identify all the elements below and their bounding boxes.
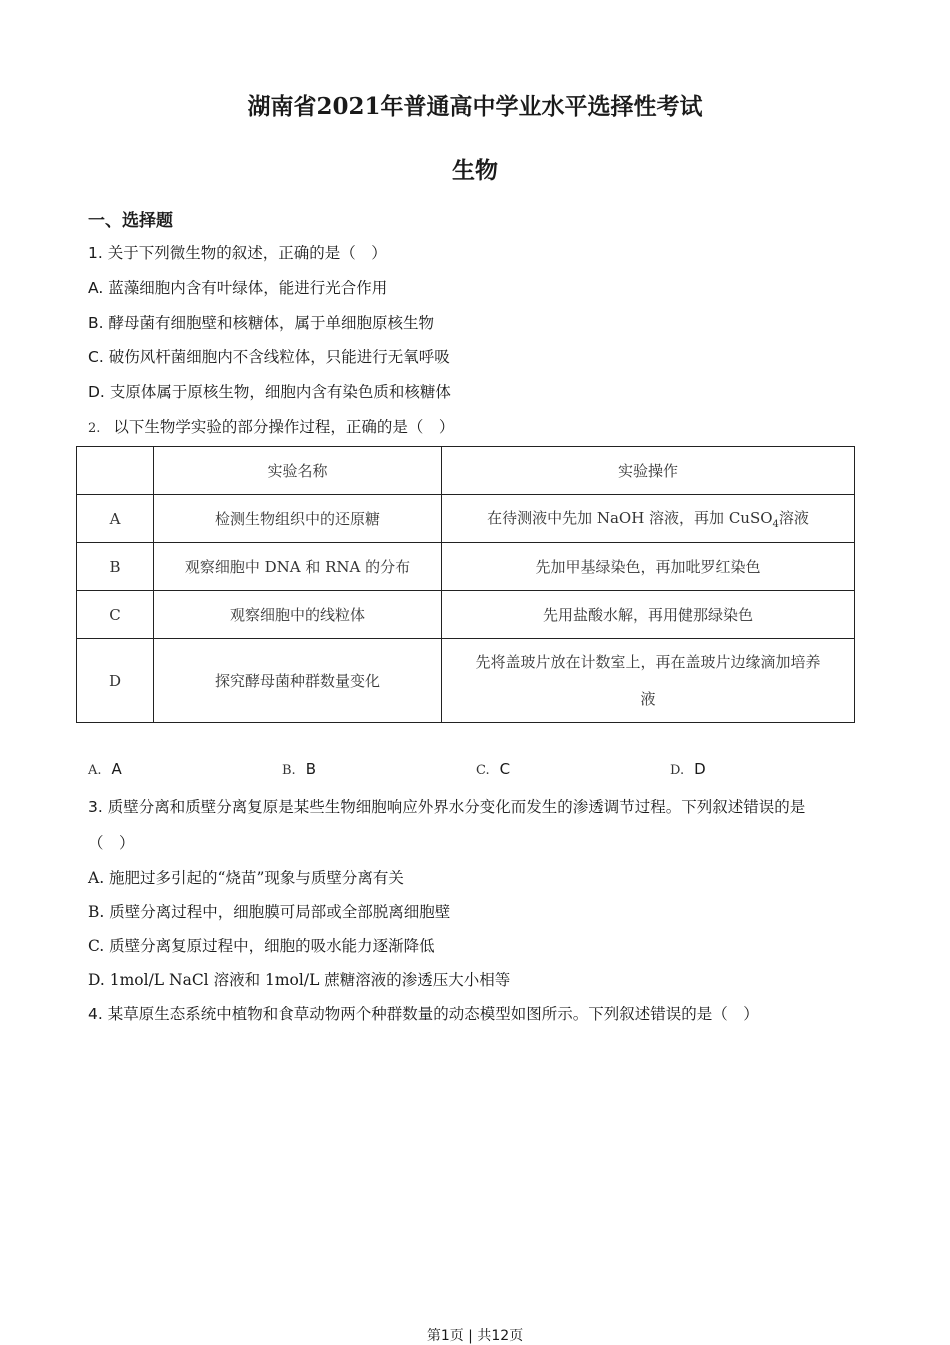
question-stem: 关于下列微生物的叙述，正确的是（ ） xyxy=(107,244,387,262)
q1-option-c xyxy=(88,345,450,367)
q3-option-d: D. 1mol/L NaCl 溶液和 1mol/L 蔗糖溶液的渗透压大小相等 xyxy=(88,971,511,989)
q2-options xyxy=(88,760,888,782)
option-key: A. xyxy=(88,279,104,297)
table-header-row xyxy=(77,447,855,495)
row-label: A xyxy=(77,495,154,543)
table-row xyxy=(77,591,855,639)
option-key: A. xyxy=(88,763,102,778)
q3-option-a: A. 施肥过多引起的“烧苗”现象与质壁分离有关 xyxy=(88,869,404,887)
row-operation xyxy=(442,495,855,543)
row-name: 探究酵母菌种群数量变化 xyxy=(154,639,442,723)
question-1 xyxy=(88,241,387,263)
q1-option-a xyxy=(88,276,387,298)
row-operation: 先用盐酸水解，再用健那绿染色 xyxy=(442,591,855,639)
question-stem: 以下生物学实验的部分操作过程，正确的是（ ） xyxy=(113,418,455,436)
option-text: 蓝藻细胞内含有叶绿体，能进行光合作用 xyxy=(108,279,388,297)
subscript: 4 xyxy=(772,519,779,530)
experiment-table xyxy=(76,446,855,723)
question-2 xyxy=(88,415,454,437)
operation-line-2: 液 xyxy=(640,689,656,708)
question-number: 3. xyxy=(88,798,103,816)
option-text: 酵母菌有细胞壁和核糖体，属于单细胞原核生物 xyxy=(108,314,435,332)
subject-title: 生物 xyxy=(452,157,498,184)
option-text: 支原体属于原核生物，细胞内含有染色质和核糖体 xyxy=(109,383,451,401)
header-cell-label xyxy=(77,447,154,495)
q2-option-a xyxy=(88,760,122,778)
option-text: A xyxy=(111,760,122,778)
option-text: B xyxy=(305,760,316,778)
question-number: 1. xyxy=(88,244,103,262)
option-text: 破伤风杆菌细胞内不含线粒体，只能进行无氧呼吸 xyxy=(108,348,450,366)
header-cell-name: 实验名称 xyxy=(154,447,442,495)
option-key: D. xyxy=(88,383,105,401)
row-label: C xyxy=(77,591,154,639)
footer-suffix: 页 xyxy=(509,1328,524,1344)
current-page-number: 1 xyxy=(440,1328,450,1344)
question-number: 2. xyxy=(88,421,101,436)
row-label: D xyxy=(77,639,154,723)
exam-title: 湖南省2021年普通高中学业水平选择性考试 xyxy=(247,93,703,120)
question-stem: 某草原生态系统中植物和食草动物两个种群数量的动态模型如图所示。下列叙述错误的是（ ） xyxy=(107,1005,759,1023)
question-3-cont: （ ） xyxy=(88,834,135,852)
option-key: B. xyxy=(88,314,104,332)
question-number: 4. xyxy=(88,1005,103,1023)
row-name: 检测生物组织中的还原糖 xyxy=(154,495,442,543)
header-cell-operation: 实验操作 xyxy=(442,447,855,495)
row-name: 观察细胞中的线粒体 xyxy=(154,591,442,639)
footer-middle: 页 | 共 xyxy=(449,1328,492,1344)
q1-option-b xyxy=(88,311,434,333)
question-stem: 质壁分离和质壁分离复原是某些生物细胞响应外界水分变化而发生的渗透调节过程。下列叙述错误的是 xyxy=(107,798,806,816)
option-key: C. xyxy=(88,348,104,366)
q3-option-c: C. 质壁分离复原过程中，细胞的吸水能力逐渐降低 xyxy=(88,937,435,955)
section-title: 一、选择题 xyxy=(88,211,173,231)
page-footer xyxy=(0,1325,950,1345)
table-row xyxy=(77,543,855,591)
question-4 xyxy=(88,1002,759,1024)
option-key: C. xyxy=(476,763,490,778)
option-key: D. xyxy=(670,763,685,778)
row-name: 观察细胞中 DNA 和 RNA 的分布 xyxy=(154,543,442,591)
q2-option-b xyxy=(282,760,316,778)
row-label: B xyxy=(77,543,154,591)
table-row xyxy=(77,639,855,723)
option-text: D xyxy=(694,760,706,778)
operation-line-1: 先将盖玻片放在计数室上，再在盖玻片边缘滴加培养 xyxy=(475,652,821,671)
option-text: C xyxy=(499,760,511,778)
q3-option-b: B. 质壁分离过程中，细胞膜可局部或全部脱离细胞壁 xyxy=(88,903,451,921)
q2-option-d xyxy=(670,760,706,778)
footer-prefix: 第 xyxy=(426,1328,441,1344)
total-pages: 12 xyxy=(491,1328,510,1344)
table-row xyxy=(77,495,855,543)
q1-option-d xyxy=(88,380,451,402)
operation-text: 在待测液中先加 NaOH 溶液，再加 CuSO xyxy=(487,509,773,527)
row-operation: 先加甲基绿染色，再加吡罗红染色 xyxy=(442,543,855,591)
row-operation xyxy=(442,639,855,723)
q2-option-c xyxy=(476,760,510,778)
operation-text-end: 溶液 xyxy=(778,509,809,527)
option-key: B. xyxy=(282,763,296,778)
question-3 xyxy=(88,795,805,817)
